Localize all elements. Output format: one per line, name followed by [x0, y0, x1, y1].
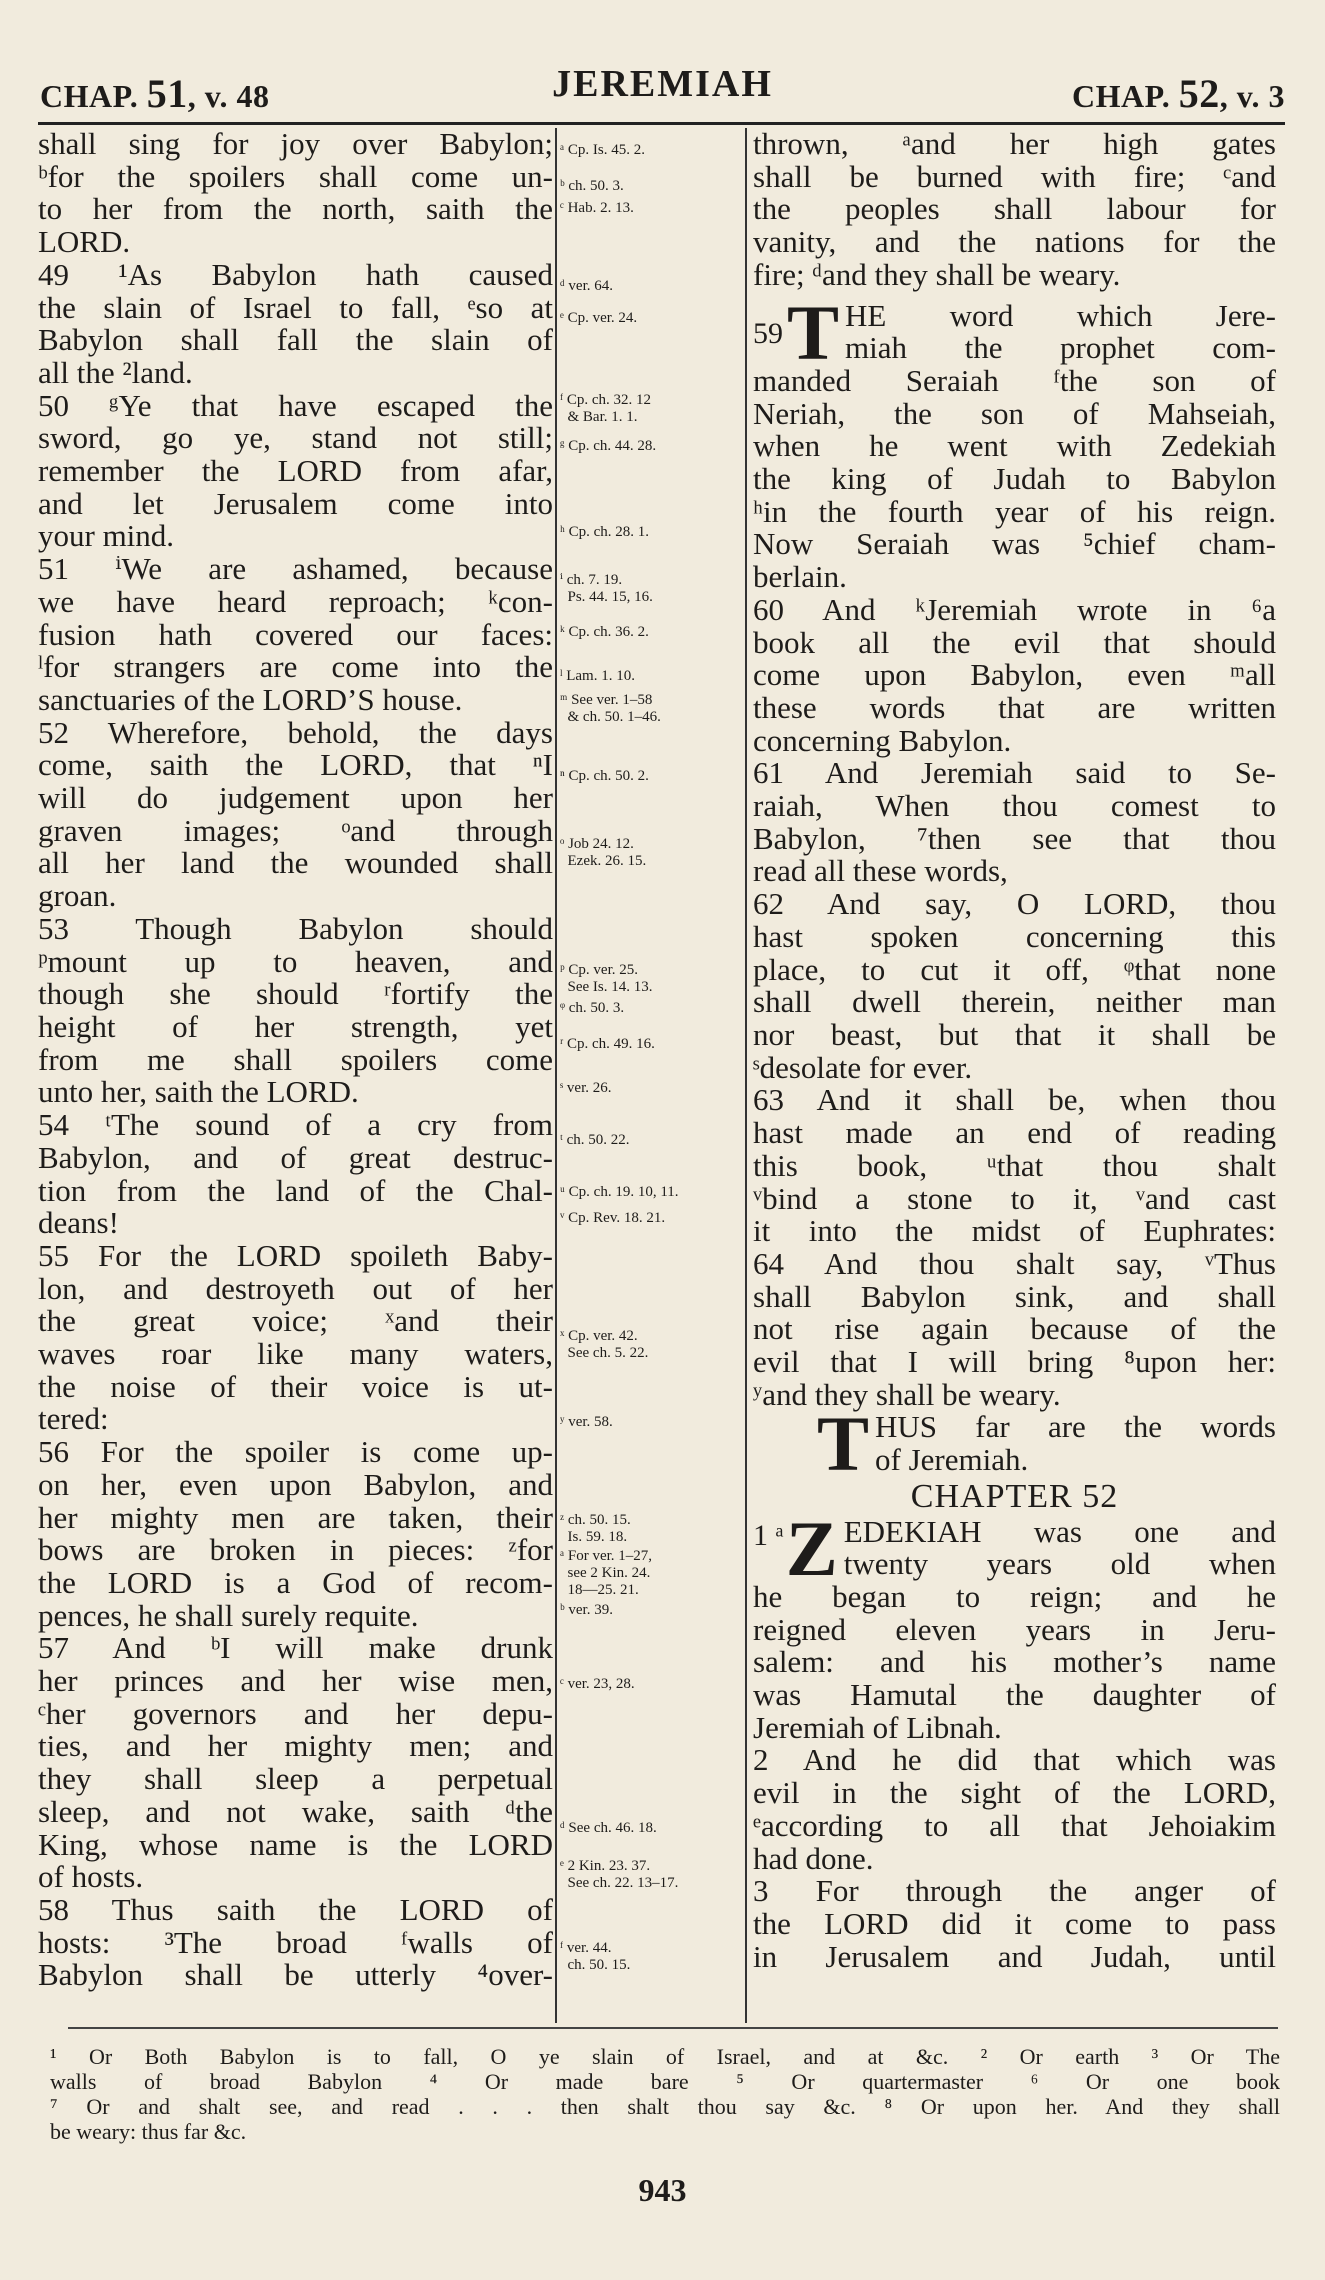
margin-ref: ˡ Lam. 1. 10.	[560, 668, 635, 684]
text-line: 57 And ᵇI will make drunk	[38, 1630, 553, 1666]
colophon	[753, 1400, 1276, 1488]
margin-ref: ʸ ver. 58.	[560, 1414, 613, 1430]
text-line: hast spoken concerning this	[753, 918, 1276, 954]
text-line: HUS far are the words	[875, 1409, 1276, 1445]
chapter-heading: CHAPTER 52	[910, 1477, 1119, 1515]
text-line: lon, and destroyeth out of her	[38, 1270, 553, 1306]
text-line: groan.	[38, 878, 117, 914]
text-line: waves roar like many waters,	[38, 1336, 553, 1372]
margin-ref: ᵈ See ch. 46. 18.	[560, 1820, 657, 1836]
margin-ref: ᵛ Cp. Rev. 18. 21.	[560, 1210, 666, 1226]
verse-number: 1 ᵃ	[753, 1518, 784, 1552]
footnote-line: walls of broad Babylon ⁴ Or made bare ⁵ Or quartermaster ⁶ Or one book	[50, 2069, 1280, 2094]
text-line: of hosts.	[38, 1859, 144, 1895]
text-line: nor beast, but that it shall be	[753, 1016, 1276, 1052]
text-line: 53 Though Babylon should	[38, 910, 553, 946]
text-line: the king of Judah to Babylon	[753, 461, 1276, 497]
header-right: CHAP. 52, v. 3	[1072, 71, 1285, 116]
text-line: ˢdesolate for ever.	[753, 1049, 973, 1085]
text-line: fusion hath covered our faces:	[38, 616, 553, 652]
text-line: Jeremiah of Libnah.	[753, 1709, 1002, 1745]
text-line: ties, and her mighty men; and	[38, 1728, 553, 1764]
margin-ref: ˢ ver. 26.	[560, 1080, 612, 1096]
text-line: the slain of Israel to fall, ᵉso at	[38, 289, 553, 325]
text-line: HE word which Jere-	[845, 297, 1276, 333]
text-line: sleep, and not wake, saith ᵈthe	[38, 1793, 553, 1829]
column-divider-right	[745, 128, 747, 2023]
header-left: CHAP. 51, v. 48	[40, 71, 270, 116]
footnotes	[50, 2044, 1280, 2144]
text-line: Babylon shall be utterly ⁴over-	[38, 1957, 553, 1993]
margin-ref: ᵖ Cp. ver. 25. See Is. 14. 13.	[560, 962, 653, 995]
margin-ref: ᶜ ver. 23, 28.	[560, 1676, 635, 1692]
margin-ref: ᵘ Cp. ch. 19. 10, 11.	[560, 1184, 679, 1200]
text-line: 54 ᵗThe sound of a cry from	[38, 1107, 553, 1143]
verse-number: 59	[753, 316, 783, 350]
text-line: all her land the wounded shall	[38, 845, 553, 881]
text-line: her princes and her wise men,	[38, 1663, 553, 1699]
text-line: salem: and his mother’s name	[753, 1644, 1276, 1680]
text-line: this book, ᵘthat thou shalt	[753, 1147, 1276, 1183]
text-line: book all the evil that should	[753, 624, 1276, 660]
footnote-rule	[68, 2027, 1278, 2029]
text-line: and let Jerusalem come into	[38, 485, 553, 521]
margin-ref: ᶻ ch. 50. 15. Is. 59. 18.	[560, 1512, 631, 1545]
text-line: manded Seraiah ᶠthe son of	[753, 362, 1276, 398]
text-line: 56 For the spoiler is come up-	[38, 1434, 553, 1470]
margin-ref: ᶠ ver. 44. ch. 50. 15.	[560, 1940, 631, 1973]
text-line: 58 Thus saith the LORD of	[38, 1891, 553, 1927]
column-divider-left	[555, 128, 557, 2023]
margin-ref: ʳ Cp. ch. 49. 16.	[560, 1036, 655, 1052]
text-line: hosts: ³The broad ᶠwalls of	[38, 1924, 553, 1960]
text-line: read all these words,	[753, 853, 1008, 889]
margin-ref: ᵒ Job 24. 12. Ezek. 26. 15.	[560, 836, 647, 869]
margin-ref: ʰ Cp. ch. 28. 1.	[560, 524, 649, 540]
page-number: 943	[638, 2172, 687, 2208]
text-line: come upon Babylon, even ᵐall	[753, 657, 1276, 693]
right-text-column	[753, 128, 1276, 1973]
left-text	[38, 128, 553, 1992]
text-line: tered:	[38, 1401, 109, 1437]
text-line: on her, even upon Babylon, and	[38, 1466, 553, 1502]
text-line: Babylon shall fall the slain of	[38, 322, 553, 358]
text-line: had done.	[753, 1840, 874, 1876]
margin-ref: ᵠ ch. 50. 3.	[560, 1000, 625, 1016]
text-line: hast made an end of reading	[753, 1115, 1276, 1151]
text-line: ˡfor strangers are come into the	[38, 649, 553, 685]
text-line: ᵖmount up to heaven, and	[38, 943, 553, 979]
margin-ref: ᵃ For ver. 1–27, see 2 Kin. 24. 18—25. 21.	[560, 1548, 653, 1598]
text-line: to her from the north, saith the	[38, 191, 553, 227]
text-line: they shall sleep a perpetual	[38, 1761, 553, 1797]
text-line: pences, he shall surely requite.	[38, 1597, 419, 1633]
text-line: EDEKIAH was one and	[843, 1513, 1276, 1549]
text-line: 3 For through the anger of	[753, 1873, 1276, 1909]
margin-ref: ˣ Cp. ver. 42. See ch. 5. 22.	[560, 1328, 649, 1361]
text-line: deans!	[38, 1205, 119, 1241]
text-line: evil that I will bring ⁸upon her:	[753, 1344, 1276, 1380]
text-line: was Hamutal the daughter of	[753, 1677, 1276, 1713]
text-line: 64 And thou shalt say, ᵛThus	[753, 1245, 1276, 1281]
text-line: in Jerusalem and Judah, until	[753, 1938, 1276, 1974]
margin-ref: ⁿ Cp. ch. 50. 2.	[560, 768, 649, 784]
margin-ref: ᶠ Cp. ch. 32. 12 & Bar. 1. 1.	[560, 392, 652, 425]
text-line: concerning Babylon.	[753, 722, 1012, 758]
text-line: shall Babylon sink, and shall	[753, 1278, 1276, 1314]
text-line: raiah, When thou comest to	[753, 788, 1276, 824]
text-line: not rise again because of the	[753, 1311, 1276, 1347]
text-line: fire; ᵈand they shall be weary.	[753, 256, 1121, 292]
text-line: ᶜher governors and her depu-	[38, 1695, 553, 1731]
margin-ref: ᵈ ver. 64.	[560, 278, 613, 294]
text-line: thrown, ᵃand her high gates	[753, 126, 1276, 161]
text-line: 60 And ᵏJeremiah wrote in ⁶a	[753, 591, 1276, 627]
text-line: LORD.	[38, 224, 131, 260]
text-line: 49 ¹As Babylon hath caused	[38, 256, 553, 292]
text-line: ʸand they shall be weary.	[753, 1376, 1061, 1412]
text-line: miah the prophet com-	[845, 330, 1276, 366]
text-line: it into the midst of Euphrates:	[753, 1213, 1276, 1249]
text-line: the noise of their voice is ut-	[38, 1368, 553, 1404]
text-line: reigned eleven years in Jeru-	[753, 1611, 1276, 1647]
text-line: of Jeremiah.	[875, 1442, 1029, 1478]
text-line: ᵇfor the spoilers shall come un-	[38, 158, 553, 194]
text-line: come, saith the LORD, that ⁿI	[38, 747, 553, 783]
text-line: the great voice; ˣand their	[38, 1303, 553, 1339]
running-header	[40, 62, 1285, 116]
text-line: shall dwell therein, neither man	[753, 984, 1276, 1020]
text-line: her mighty men are taken, their	[38, 1499, 553, 1535]
footnote-line: be weary: thus far &c.	[50, 2119, 247, 2144]
text-line: tion from the land of the Chal-	[38, 1172, 553, 1208]
text-line: graven images; ᵒand through	[38, 812, 553, 848]
text-line: these words that are written	[753, 689, 1276, 725]
text-line: shall be burned with fire; ᶜand	[753, 158, 1276, 194]
text-line: vanity, and the nations for the	[753, 224, 1276, 260]
margin-ref: ᵉ Cp. ver. 24.	[560, 310, 638, 326]
left-text-column	[38, 128, 553, 1992]
text-line: ᵉaccording to all that Jehoiakim	[753, 1807, 1276, 1843]
margin-ref: ᶜ Hab. 2. 13.	[560, 200, 634, 216]
drop-cap: T	[817, 1400, 870, 1488]
text-line: place, to cut it off, ᵠthat none	[753, 951, 1276, 987]
text-line: twenty years old when	[843, 1546, 1276, 1582]
margin-ref: ᵏ Cp. ch. 36. 2.	[560, 624, 649, 640]
text-line: sword, go ye, stand not still;	[38, 420, 553, 456]
text-line: unto her, saith the LORD.	[38, 1074, 359, 1110]
margin-ref: ᵉ 2 Kin. 23. 37. See ch. 22. 13–17.	[560, 1858, 679, 1891]
margin-ref: ᵇ ch. 50. 3.	[560, 178, 624, 194]
chapter-52-text	[753, 1504, 1276, 1974]
drop-cap: T	[787, 288, 840, 376]
section-59	[753, 288, 1276, 1412]
text-line: Neriah, the son of Mahseiah,	[753, 395, 1276, 431]
footnote-line: ¹ Or Both Babylon is to fall, O ye slain of Israel, and at &c. ² Or earth ³ Or The	[50, 2044, 1280, 2069]
text-line: 63 And it shall be, when thou	[753, 1082, 1276, 1118]
text-line: Now Seraiah was ⁵chief cham-	[753, 526, 1276, 562]
text-line: from me shall spoilers come	[38, 1041, 553, 1077]
margin-ref: ᵃ Cp. Is. 45. 2.	[560, 142, 645, 158]
text-line: 55 For the LORD spoileth Baby-	[38, 1237, 553, 1273]
text-line: your mind.	[38, 518, 175, 554]
text-line: we have heard reproach; ᵏcon-	[38, 583, 553, 619]
text-line: 51 ⁱWe are ashamed, because	[38, 551, 553, 587]
text-line: 62 And say, O LORD, thou	[753, 886, 1276, 922]
text-line: Babylon, ⁷then see that thou	[753, 820, 1276, 856]
text-line: sanctuaries of the LORD’S house.	[38, 681, 463, 717]
margin-ref: ⁱ ch. 7. 19. Ps. 44. 15, 16.	[560, 572, 653, 605]
text-line: King, whose name is the LORD	[38, 1826, 553, 1862]
text-line: height of her strength, yet	[38, 1008, 553, 1044]
text-line: ᵛbind a stone to it, ᵛand cast	[753, 1180, 1276, 1216]
text-line: shall sing for joy over Babylon;	[38, 126, 553, 161]
margin-ref: ᵍ Cp. ch. 44. 28.	[560, 438, 657, 454]
text-line: bows are broken in pieces: ᶻfor	[38, 1532, 553, 1568]
text-line: will do judgement upon her	[38, 780, 553, 816]
margin-ref: ᵐ See ver. 1–58 & ch. 50. 1–46.	[560, 692, 661, 725]
text-line: the peoples shall labour for	[753, 191, 1276, 227]
text-line: though she should ʳfortify the	[38, 976, 553, 1012]
header-rule	[38, 122, 1285, 125]
text-line: the LORD is a God of recom-	[38, 1564, 553, 1600]
text-line: berlain.	[753, 559, 847, 595]
margin-ref: ᵇ ver. 39.	[560, 1602, 613, 1618]
text-line: 61 And Jeremiah said to Se-	[753, 755, 1276, 791]
text-line: evil in the sight of the LORD,	[753, 1775, 1276, 1811]
text-line: remember the LORD from afar,	[38, 453, 553, 489]
footnote-line: ⁷ Or and shalt see, and read . . . then shalt thou say &c. ⁸ Or upon her. And they shall	[50, 2094, 1280, 2119]
margin-ref: ᵗ ch. 50. 22.	[560, 1132, 630, 1148]
text-line: when he went with Zedekiah	[753, 428, 1276, 464]
text-line: all the ²land.	[38, 354, 193, 390]
text-line: 2 And he did that which was	[753, 1742, 1276, 1778]
cross-reference-column	[560, 128, 740, 2023]
text-line: he began to reign; and he	[753, 1578, 1276, 1614]
text-line: Babylon, and of great destruc-	[38, 1139, 553, 1175]
text-line: ʰin the fourth year of his reign.	[753, 493, 1276, 529]
text-line: the LORD did it come to pass	[753, 1905, 1276, 1941]
text-line: 52 Wherefore, behold, the days	[38, 714, 553, 750]
text-line: 50 ᵍYe that have escaped the	[38, 387, 553, 423]
book-title: JEREMIAH	[552, 63, 773, 105]
drop-cap: Z	[785, 1504, 838, 1592]
